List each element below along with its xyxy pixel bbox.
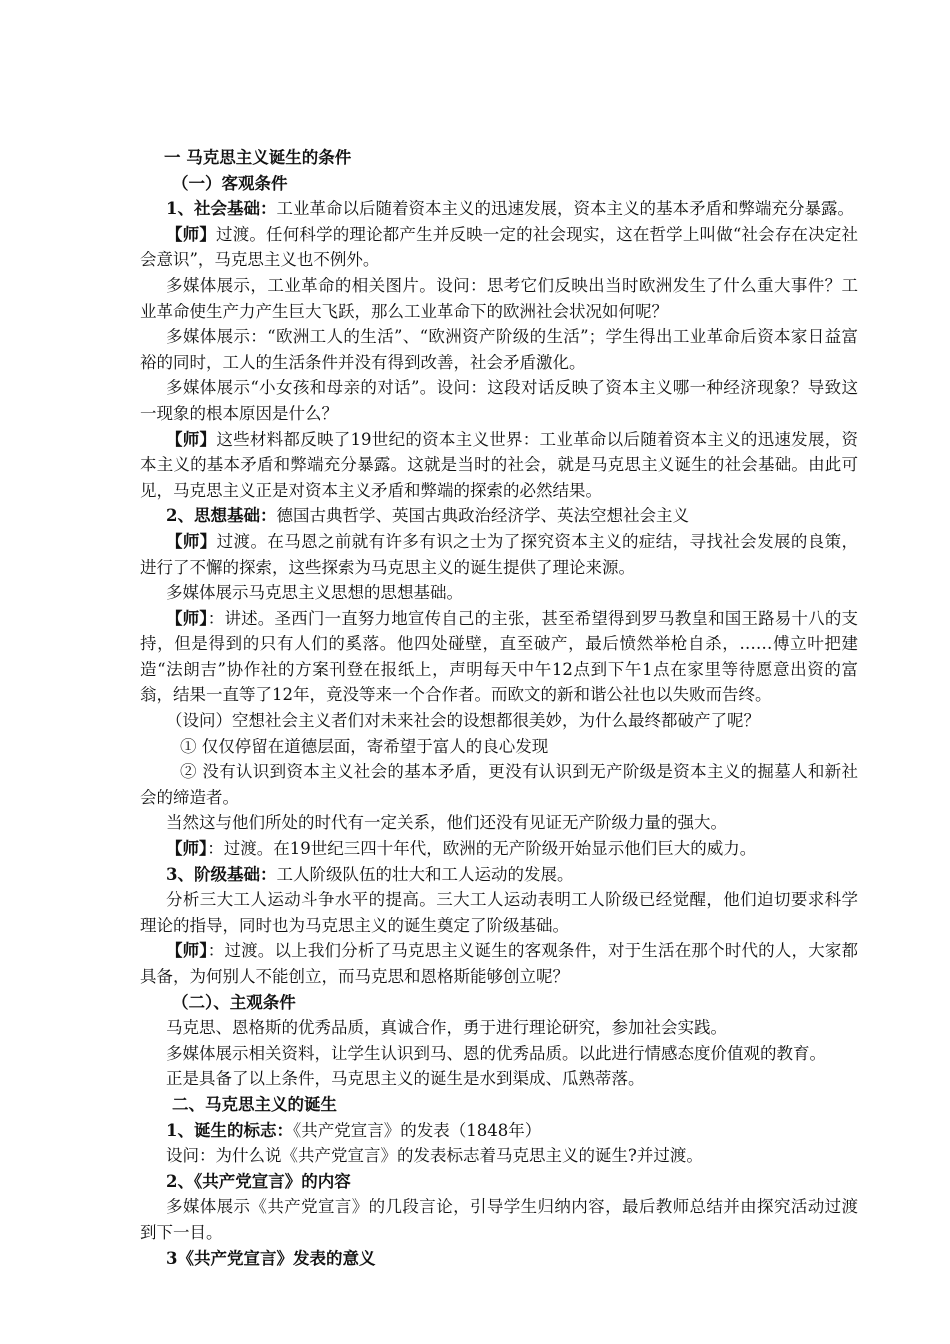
paragraph-social-basis: 1、社会基础：工业革命以后随着资本主义的迅速发展，资本主义的基本矛盾和弊端充分暴露。 xyxy=(166,199,854,219)
paragraph-conclusion: 正是具备了以上条件，马克思主义的诞生是水到渠成、瓜熟蒂落。 xyxy=(166,1069,645,1089)
paragraph-qualities: 马克思、恩格斯的优秀品质，真诚合作，勇于进行理论研究，参加社会实践。 xyxy=(166,1018,727,1038)
paragraph-thought-basis: 2、思想基础：德国古典哲学、英国古典政治经济学、英法空想社会主义 xyxy=(166,506,689,526)
paragraph-workers-movement: 分析三大工人运动斗争水平的提高。三大工人运动表明工人阶级已经觉醒，他们迫切要求科学理论的指导，同时也为马克思主义的诞生奠定了阶级基础。 xyxy=(140,890,858,935)
paragraph-teacher-4: 【师】：讲述。圣西门一直努力地宣传自己的主张，甚至希望得到罗马教皇和国王路易十八的支持，但是得到的只有人们的奚落。他四处碰壁，直至破产，最后愤然举枪自杀，……傅立叶把建造“法朗吉”协作社的方案刊登在报纸上，声明每天中午12点到下午1点在家里等待愿意出资的富翁，结果一直等了12年，竟没等来一个合作者。而欧文的新和谐公社也以失败而告终。 xyxy=(140,608,859,705)
section-title-2: 二、马克思主义的诞生 xyxy=(172,1094,337,1114)
paragraph-multimedia-4: 多媒体展示马克思主义思想的思想基础。 xyxy=(166,583,463,603)
paragraph-birth-mark: 1、诞生的标志：《共产党宣言》的发表（1848年） xyxy=(166,1120,542,1140)
paragraph-multimedia-6: 多媒体展示《共产党宣言》的几段言论，引导学生归纳内容，最后教师总结并由探究活动过渡到下一目。 xyxy=(140,1197,858,1242)
heading-manifesto-content: 2、《共产党宣言》的内容 xyxy=(166,1171,351,1191)
subsection-title-subjective: （二）、主观条件 xyxy=(172,992,296,1012)
paragraph-teacher-1: 【师】过渡。任何科学的理论都产生并反映一定的社会现实，这在哲学上叫做“社会存在决定社会意识”，马克思主义也不例外。 xyxy=(140,224,859,270)
paragraph-teacher-2: 【师】这些材料都反映了19世纪的资本主义世界：工业革命以后随着资本主义的迅速发展，资本主义的基本矛盾和弊端充分暴露。这就是当时的社会，就是马克思主义诞生的社会基础。由此可见，马克思主义正是对资本主义矛盾和弊端的探索的必然结果。 xyxy=(140,429,858,500)
paragraph-teacher-3: 【师】过渡。在马恩之前就有许多有识之士为了探究资本主义的症结，寻找社会发展的良策，进行了不懈的探索，这些探索为马克思主义的诞生提供了理论来源。 xyxy=(140,531,859,577)
paragraph-multimedia-5: 多媒体展示相关资料，让学生认识到马、恩的优秀品质。以此进行情感态度价值观的教育。 xyxy=(166,1043,826,1063)
paragraph-class-basis: 3、阶级基础：工人阶级队伍的壮大和工人运动的发展。 xyxy=(166,864,574,884)
label-class-basis: 3、阶级基础： xyxy=(166,864,277,884)
paragraph-teacher-6: 【师】：过渡。以上我们分析了马克思主义诞生的客观条件，对于生活在那个时代的人，大家都具备，为何别人不能创立，而马克思和恩格斯能够创立呢？ xyxy=(140,941,859,986)
list-item-1: ① 仅仅停留在道德层面，寄希望于富人的良心发现 xyxy=(180,736,549,756)
paragraph-era: 当然这与他们所处的时代有一定关系，他们还没有见证无产阶级力量的强大。 xyxy=(166,813,727,833)
paragraph-question-2: 设问：为什么说《共产党宣言》的发表标志着马克思主义的诞生?并过渡。 xyxy=(166,1146,703,1166)
label-birth-mark: 1、诞生的标志： xyxy=(166,1120,293,1140)
heading-manifesto-significance: 3《共产党宣言》发表的意义 xyxy=(166,1248,376,1268)
section-title-1: 一 马克思主义诞生的条件 xyxy=(164,148,352,167)
paragraph-multimedia-1: 多媒体展示，工业革命的相关图片。设问：思考它们反映出当时欧洲发生了什么重大事件？工业革命使生产力产生巨大飞跃，那么工业革命下的欧洲社会状况如何呢？ xyxy=(140,275,858,321)
label-social-basis: 1、社会基础： xyxy=(166,199,277,219)
paragraph-multimedia-3: 多媒体展示“小女孩和母亲的对话”。设问：这段对话反映了资本主义哪一种经济现象？导致这一现象的根本原因是什么？ xyxy=(140,378,858,423)
list-item-2: ② 没有认识到资本主义社会的基本矛盾，更没有认识到无产阶级是资本主义的掘墓人和新社会的缔造者。 xyxy=(140,762,858,807)
label-thought-basis: 2、思想基础： xyxy=(166,506,277,526)
paragraph-multimedia-2: 多媒体展示：“欧洲工人的生活”、“欧洲资产阶级的生活”；学生得出工业革命后资本家日益富裕的同时，工人的生活条件并没有得到改善，社会矛盾激化。 xyxy=(140,327,858,372)
paragraph-question: （设问）空想社会主义者们对未来社会的设想都很美妙，为什么最终都破产了呢？ xyxy=(166,711,760,731)
document-body xyxy=(140,145,858,1271)
subsection-title-objective: （一）客观条件 xyxy=(172,173,288,193)
paragraph-teacher-5: 【师】：过渡。在19世纪三四十年代，欧洲的无产阶级开始显示他们巨大的威力。 xyxy=(166,839,757,859)
